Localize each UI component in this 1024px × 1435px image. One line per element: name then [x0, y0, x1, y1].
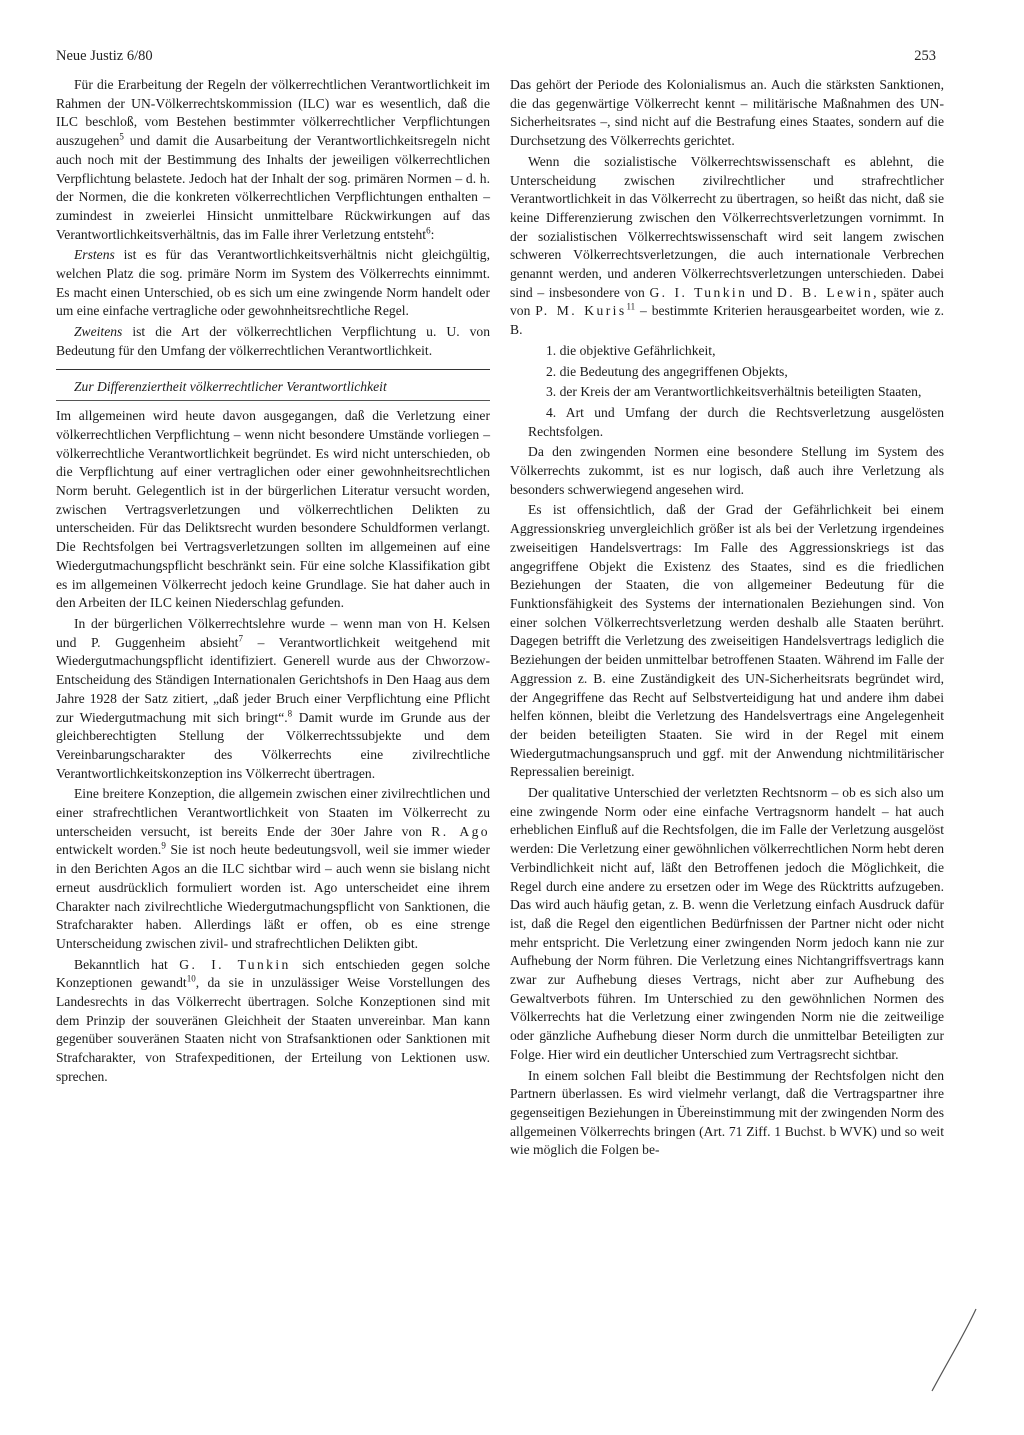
list-item: 3. der Kreis der am Verantwortlichkeitsverhältnis beteiligten Staaten,: [546, 384, 922, 400]
text: Eine breitere Konzeption, die allgemein zwischen einer zivilrechtlichen und einer strafrechtlichen Verantwortlichkeit von Staaten im Völkerrecht zu unterscheiden versucht, ist bereits Ende der 30er Jahre von: [56, 786, 490, 839]
paragraph: Der qualitative Unterschied der verletzten Rechtsnorm – ob es sich also um eine zwingende Norm oder eine einfache Vertragsnorm handelt – hat auch erheblichen Einfluß auf die Rechtsfolgen, die im Falle der Verletzung ausgelöst werden: Die Verletzung einer gewöhnlichen völkerrechtlichen Norm hebt deren Verbindlichkeit nicht auf, läßt den Betroffenen jedoch die Möglichkeit, die Regel durch eine andere zu ersetzen oder im Wege des Rücktritts aufzugeben. Das wird auch häufig getan, z. B. wenn die Verletzung einfach Ausdruck dafür ist, daß die Regel den eigentlichen Bedürfnissen der Partner nicht oder nicht mehr entspricht. Die Verletzung einer zwingenden Norm jedoch kann nie zur Aufhebung der Norm führen. Die Verletzung eines Nichtangriffsvertrags kann zwar zur Aufhebung dieses Vertrags, nicht aber zur Aufhebung des Gewaltverbots führen. Im Unterschied zu den gewöhnlichen Normen des Völkerrechts hat die Verletzung einer zwingenden Norm nie die zeitweilige oder gänzliche Aufhebung dieser Norm durch die unmittelbar Beteiligten zur Folge. Hier wird ein deutlicher Unterschied zum Vertragsrecht sichtbar.: [510, 785, 944, 1062]
page-number: 253: [914, 48, 936, 64]
paragraph: Im allgemeinen wird heute davon ausgegangen, daß die Verletzung einer völkerrechtlichen Verpflichtung – wenn nicht besondere Umstände vorliegen – völkerrechtliche Verantwortlichkeit begründet. Es wird nicht unterschieden, ob die Verpflichtung auf einer vertraglichen oder einer gewohnheitsrechtlichen Norm beruht. Gelegentlich ist in der bürgerlichen Literatur versucht worden, zwischen Vertragsverletzungen und völkerrechtlichen Delikten zu unterscheiden. Für das Deliktsrecht wurden besondere Schuldformen verlangt. Die Rechtsfolgen bei Vertragsverletzungen sollten im allgemeinen auf eine Wiedergutmachungspflicht beschränkt sein. Für eine solche Klassifikation gibt es im allgemeinen Völkerrecht jedoch keine Grundlage. Sie hat daher auch in den Arbeiten der ILC keinen Niederschlag gefunden.: [56, 408, 490, 611]
paragraph: [56, 323, 490, 360]
emphasis: Erstens: [74, 247, 115, 263]
list-item: 4. Art und Umfang der durch die Rechtsverletzung ausgelösten Rechtsfolgen.: [528, 404, 944, 439]
paragraph: In einem solchen Fall bleibt die Bestimmung der Rechtsfolgen nicht den Partnern überlassen. Es wird vielmehr verlangt, daß die Vertragspartner ihre gegenseitigen Beziehungen in Übereinstimmung mit der zwingenden Norm des allgemeinen Völkerrechts bringen (Art. 71 Ziff. 1 Buchst. b WVK) und so weit wie möglich die Folgen be-: [510, 1067, 944, 1158]
left-column: [56, 76, 490, 1089]
author-name: P. M. Kuris: [535, 303, 627, 319]
paragraph: [56, 785, 490, 953]
text: Damit wurde im Grunde aus der gleichberechtigten Stellung der Völkerrechtssubjekte und dem Vereinbarungscharakter des Völkerrechts eine zivilrechtliche Verantwortlichkeitskonzeption ins Völkerrecht übertragen.: [56, 709, 491, 781]
right-column: [510, 76, 944, 1162]
text: – Verantwortlichkeit weitgehend mit Wiedergutmachungspflicht identifiziert. Generell wurde aus der Chworzow-Entscheidung des Ständigen Internationalen Gerichtshofs in Den Haag aus dem Jahre 1928 der Satz zitiert, „daß jeder Bruch einer Verpflichtung eine Pflicht zur Wiedergutmachung mit sich bringt“.: [56, 634, 490, 725]
footnote-ref: 8: [287, 707, 293, 718]
list-item: 2. die Bedeutung des angegriffenen Objekts,: [546, 363, 788, 379]
author-name: G. I. Tunkin: [179, 956, 291, 972]
footnote-ref: 11: [626, 301, 636, 312]
footnote-ref: 9: [161, 840, 166, 851]
text: Wenn die sozialistische Völkerrechtswissenschaft es ablehnt, die Unterscheidung zwischen zivilrechtlicher und strafrechtlicher Verantwortlichkeit in das Völkerrecht zu übertragen, so heißt das nicht, daß sie keine Differenzierung zwischen den Völkerrechtsverletzungen vornimmt. In der sozialistischen Völkerrechtswissenschaft wird seit langem zwischen schweren Völkerrechtsverletzungen, die auch internationale Verbrechen genannt werden, und anderen Völkerrechtsverletzungen unterschieden. Dabei sind – insbesondere von: [510, 153, 944, 300]
text: , später auch von: [510, 284, 944, 319]
emphasis: Zweitens: [74, 324, 123, 340]
author-name: D. B. Lewin: [777, 284, 874, 300]
text: Sie ist noch heute bedeutungsvoll, weil sie immer wieder in den Berichten Agos an die ILC sichtbar wird – auch wenn sie bislang nicht erneut ausdrücklich formuliert worden ist. Ago unterscheidet eine ihrem Charakter nach zivilrechtliche Wiedergutmachungspflicht von Sanktionen, die Strafcharakter haben. Allerdings läßt er offen, ob es eine strenge Unterscheidung zwischen zivil- und strafrechtlichen Delikten gibt.: [56, 842, 490, 951]
pencil-stroke-mark: [924, 1305, 984, 1395]
paragraph: [56, 615, 490, 783]
paragraph: Das gehört der Periode des Kolonialismus an. Auch die stärksten Sanktionen, die das gegenwärtige Völkerrecht kennt – militärische Maßnahmen des UN-Sicherheitsrates –, sind nicht auf die Bestrafung eines Staates, sondern auf die Durchsetzung des Völkerrechts gerichtet.: [510, 77, 944, 149]
section-rule: [56, 369, 490, 370]
paragraph: [56, 956, 490, 1087]
running-header: [56, 44, 936, 68]
footnote-ref: 10: [186, 973, 196, 984]
paragraph: Es ist offensichtlich, daß der Grad der Gefährlichkeit bei einem Aggressionskrieg unvergleichlich größer ist als bei der Verletzung irgendeines zweiseitigen Handelsvertrags: Im Falle des Aggressionskriegs ist das angegriffene Objekt die Existenz des Staates, sind es die friedlichen Beziehungen der Staaten, die von allgemeiner Bedeutung für die Funktionsfähigkeit des Systems der internationalen Beziehungen sind. Von einer solchen Völkerrechtsverletzung werden deshalb alle Staaten berührt. Dagegen betrifft die Verletzung des zweiseitigen Handelsvertrags lediglich die Beziehungen der beiden unmittelbar betroffenen Staaten. Während im Falle der Aggression z. B. eine Zuständigkeit des UN-Sicherheitsrats begründet wird, der Angegriffene das Recht auf Selbstverteidigung hat und andere ihm dabei helfen können, bleibt die Verletzung des Handelsvertrags eine Angelegenheit der beiden beteiligten Staaten. Sie wird in der Regel mit einem Wiedergutmachungsanspruch und ggf. mit der Anwendung nichtmilitärischer Repressalien bereinigt.: [510, 502, 944, 780]
author-name: R. Ago: [431, 823, 490, 839]
paragraph: [56, 76, 490, 244]
text: , da sie in unzulässiger Weise Vorstellungen des Landesrechts in das Völkerrecht übertragen. Solche Konzeptionen sind mit dem Prinzip der souveränen Gleichheit der Staaten unvereinbar. Man kann gegenüber souveränen Staaten nicht von Strafsanktionen oder Sanktionen mit Strafcharakter, von Strafexpeditionen, der Erteilung von Lektionen usw. sprechen.: [56, 975, 490, 1084]
list-item: 1. die objektive Gefährlichkeit,: [546, 342, 716, 358]
text: Bekanntlich hat: [74, 956, 180, 972]
paragraph: Da den zwingenden Normen eine besondere Stellung im System des Völkerrechts zukommt, ist es nur logisch, daß auch ihre Verletzung als besonders schwerwiegend angesehen wird.: [510, 444, 944, 497]
text: sich entschieden gegen solche Konzeptionen gewandt: [56, 956, 490, 991]
text: und damit die Ausarbeitung der Verantwortlichkeitsregeln nicht auch noch mit der Bestimmung des Inhalts der jeweiligen völkerrechtlichen Verpflichtung belastete. Jedoch hat der Inhalt der sog. primären Normen – d. h. der Normen, die die konkreten völkerrechtlichen Verpflichtungen enthalten – zumindest in zweierlei Hinsicht unmittelbare Rückwirkungen auf das Verantwortlichkeitsverhältnis, das im Falle ihrer Verletzung entsteht: [56, 133, 490, 242]
author-name: G. I. Tunkin: [649, 284, 748, 300]
text: Für die Erarbeitung der Regeln der völkerrechtlichen Verantwortlichkeit im Rahmen der UN-Völkerrechtskommission (ILC) war es wesentlich, daß die ILC beschloß, vom Bestehen bestimmter völkerrechtlicher Verpflichtungen auszugehen: [56, 77, 490, 149]
text: In der bürgerlichen Völkerrechtslehre wurde – wenn man von H. Kelsen und P. Guggenheim absieht: [56, 615, 490, 650]
text: und: [747, 284, 777, 300]
paragraph: [510, 153, 944, 340]
footnote-ref: 5: [119, 131, 124, 142]
text: – bestimmte Kriterien herausgearbeitet worden, wie z. B.: [510, 303, 944, 338]
footnote-ref: 6: [426, 225, 431, 236]
text: ist die Art der völkerrechtlichen Verpflichtung u. U. von Bedeutung für den Umfang der völkerrechtlichen Verantwortlichkeit.: [56, 324, 490, 358]
text: :: [430, 226, 435, 242]
paragraph: [56, 246, 490, 321]
section-rule: [56, 400, 490, 401]
journal-title: Neue Justiz 6/80: [56, 48, 153, 64]
text: entwickelt worden.: [56, 842, 162, 858]
footnote-ref: 7: [238, 633, 243, 644]
section-heading: Zur Differenziertheit völkerrechtlicher Verantwortlichkeit: [74, 378, 387, 394]
text: ist es für das Verantwortlichkeitsverhältnis nicht gleichgültig, welchen Platz die sog. primäre Norm im System des Völkerrechts einnimmt. Es macht einen Unterschied, ob es sich um eine zwingende Norm handelt oder um eine einfache vertragliche oder gewohnheitsrechtliche Regel.: [56, 247, 490, 319]
